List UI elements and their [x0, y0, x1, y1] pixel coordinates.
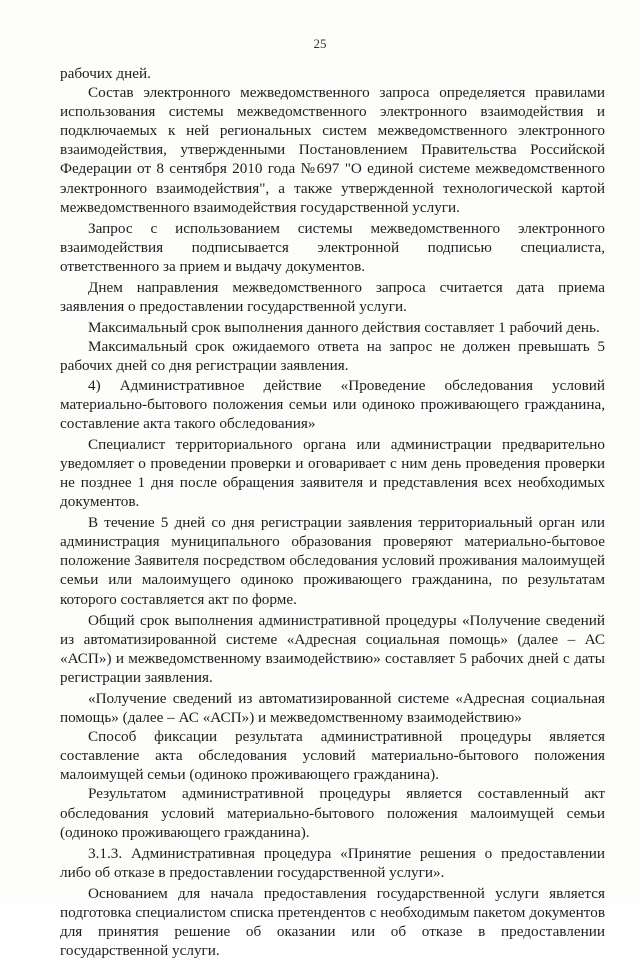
paragraph: Способ фиксации результата административной процедуры является составление акта обследования условий материально-бытового положения малоимущей семьи (одиноко проживающего гражданина). [60, 728, 605, 784]
page-number: 25 [313, 36, 327, 51]
paragraph: рабочих дней. [60, 65, 151, 82]
document-body [60, 64, 605, 960]
paragraph: Состав электронного межведомственного запроса определяется правилами использования системы межведомственного электронного взаимодействия и подключаемых к ней региональных систем межведомственного электронного взаимодействия, утвержденными Постановлением Правительства Российской Федерации от 8 сентября 2010 года №697 "О единой системе межведомственного электронного взаимодействия", а также утвержденной технологической картой межведомственного взаимодействия государственной услуги. [60, 84, 605, 216]
paragraph: Максимальный срок выполнения данного действия составляет 1 рабочий день. [88, 319, 600, 337]
paragraph: Результатом административной процедуры является составленный акт обследования условий материально-бытового положения малоимущей семьи (одиноко проживающего гражданина). [60, 785, 605, 841]
paragraph: В течение 5 дней со дня регистрации заявления территориальный орган или администрация муниципального образования проверяют материально-бытовое положение Заявителя посредством обследования условий проживания малоимущей семьи или малоимущего одиноко проживающего гражданина, по результатам которого составляется акт по форме. [60, 514, 605, 608]
paragraph: Основанием для начала предоставления государственной услуги является подготовка специалистом списка претендентов с необходимым пакетом документов для принятия решение об оказании или об отказе в предоставлении государственной услуги. [60, 884, 605, 960]
paragraph: 4) Административное действие «Проведение обследования условий материально-бытового положения семьи или одиноко проживающего гражданина, составление акта такого обследования» [60, 376, 605, 432]
paragraph: Запрос с использованием системы межведомственного электронного взаимодействия подписывается электронной подписью специалиста, ответственного за прием и выдачу документов. [60, 219, 605, 275]
paragraph: «Получение сведений из автоматизированной системе «Адресная социальная помощь» (далее – АС «АСП») и межведомственному взаимодействию» [60, 690, 605, 727]
paragraph: Днем направления межведомственного запроса считается дата приема заявления о предоставлении государственной услуги. [60, 279, 605, 316]
paragraph: 3.1.3. Административная процедура «Принятие решения о предоставлении либо об отказе в предоставлении государственной услуги». [60, 844, 605, 881]
paragraph: Общий срок выполнения административной процедуры «Получение сведений из автоматизированной системе «Адресная социальная помощь» (далее – АС «АСП») и межведомственному взаимодействию» составляет 5 рабочих дней с даты регистрации заявления. [60, 611, 605, 686]
paragraph: Максимальный срок ожидаемого ответа на запрос не должен превышать 5 рабочих дней со дня регистрации заявления. [60, 338, 605, 375]
paragraph: Специалист территориального органа или администрации предварительно уведомляет о проведении проверки и оговаривает с ним день проведения проверки не позднее 1 дня после обращения заявителя и представления всех необходимых документов. [60, 435, 605, 511]
